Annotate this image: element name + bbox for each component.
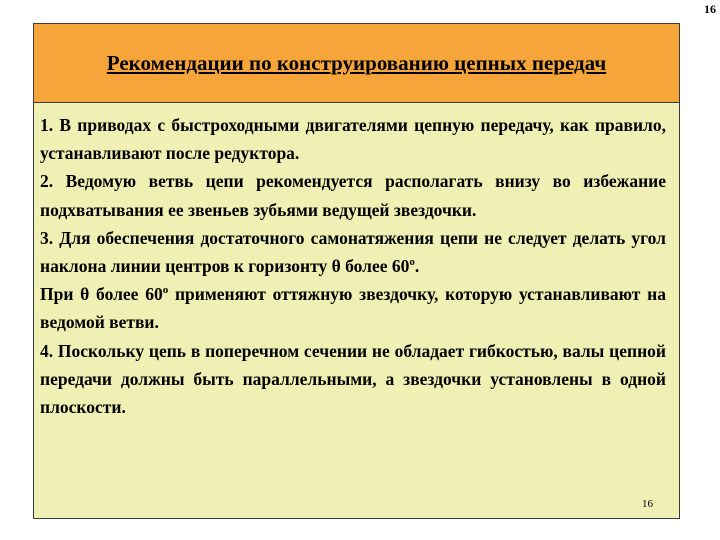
- note-text: применяют оттяжную звездочку, которую устанавливают на ведомой ветви.: [40, 284, 666, 333]
- page-number-top: 16: [704, 2, 716, 16]
- note-start: При θ более 60: [40, 284, 163, 305]
- title-box: [34, 24, 679, 103]
- recommendation-4: 4. Поскольку цепь в поперечном сечении не обладает гибкостью, валы цепной передачи должны быть параллельными, а звездочки установлены в одной плоскости.: [40, 340, 666, 418]
- degree-sup: о: [162, 284, 169, 297]
- recommendation-3-text: 3. Для обеспечения достаточного самонатяжения цепи не следует делать угол наклона линии центров к горизонту θ более 60: [40, 227, 666, 277]
- recommendation-3-note: [40, 280, 666, 336]
- slide-title: Рекомендации по конструированию цепных передач: [106, 50, 607, 75]
- degree-sup: о: [409, 256, 415, 269]
- content-box: [34, 103, 679, 518]
- recommendation-1: 1. В приводах с быстроходными двигателями цепную передачу, как правило, устанавливают после редуктора.: [40, 115, 666, 164]
- recommendation-3-end: .: [414, 256, 420, 277]
- recommendations-text: [40, 111, 666, 421]
- page-number-bottom: 16: [642, 498, 653, 510]
- recommendation-2: 2. Ведомую ветвь цепи рекомендуется располагать внизу во избежание подхватывания ее звеньев зубьями ведущей звездочки.: [40, 171, 666, 220]
- recommendation-3: [40, 224, 666, 280]
- slide-frame: [33, 23, 680, 519]
